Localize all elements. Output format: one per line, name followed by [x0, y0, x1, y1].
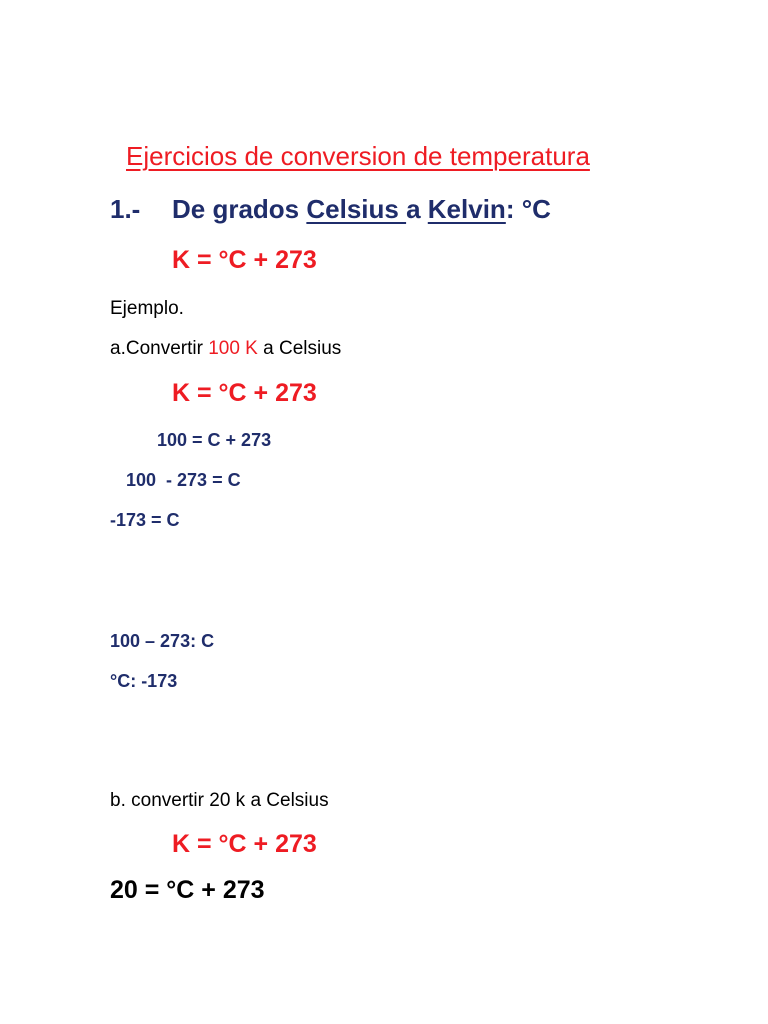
heading-celsius: Celsius [306, 194, 407, 224]
example-a-suffix: a Celsius [257, 338, 342, 359]
formula-kelvin: K = °C + 273 [172, 246, 317, 274]
document-title: Ejercicios de conversion de temperatura [126, 141, 590, 171]
heading-kelvin: Kelvin [427, 194, 506, 224]
formula-kelvin-example-b: K = °C + 273 [172, 830, 317, 858]
example-b-step: 20 = °C + 273 [110, 876, 265, 904]
step-line: -173 = C [110, 510, 180, 530]
example-a-prefix: a.Convertir [110, 338, 209, 359]
example-a-statement [110, 338, 341, 360]
example-b-statement: b. convertir 20 k a Celsius [110, 790, 329, 811]
step-line: 100 = C + 273 [157, 430, 272, 450]
section-heading [110, 195, 551, 225]
alt-step-line: 100 – 273: C [110, 631, 215, 651]
formula-kelvin-example-a: K = °C + 273 [172, 379, 317, 407]
step-line: 100 - 273 = C [126, 470, 241, 490]
section-number: 1.- [110, 194, 141, 224]
heading-suffix: : °C [505, 194, 551, 224]
alt-step-line: °C: -173 [110, 671, 178, 691]
heading-middle: a [406, 194, 428, 224]
example-label: Ejemplo. [110, 298, 184, 319]
heading-prefix: De grados [172, 194, 307, 224]
example-a-value: 100 K [208, 338, 258, 359]
